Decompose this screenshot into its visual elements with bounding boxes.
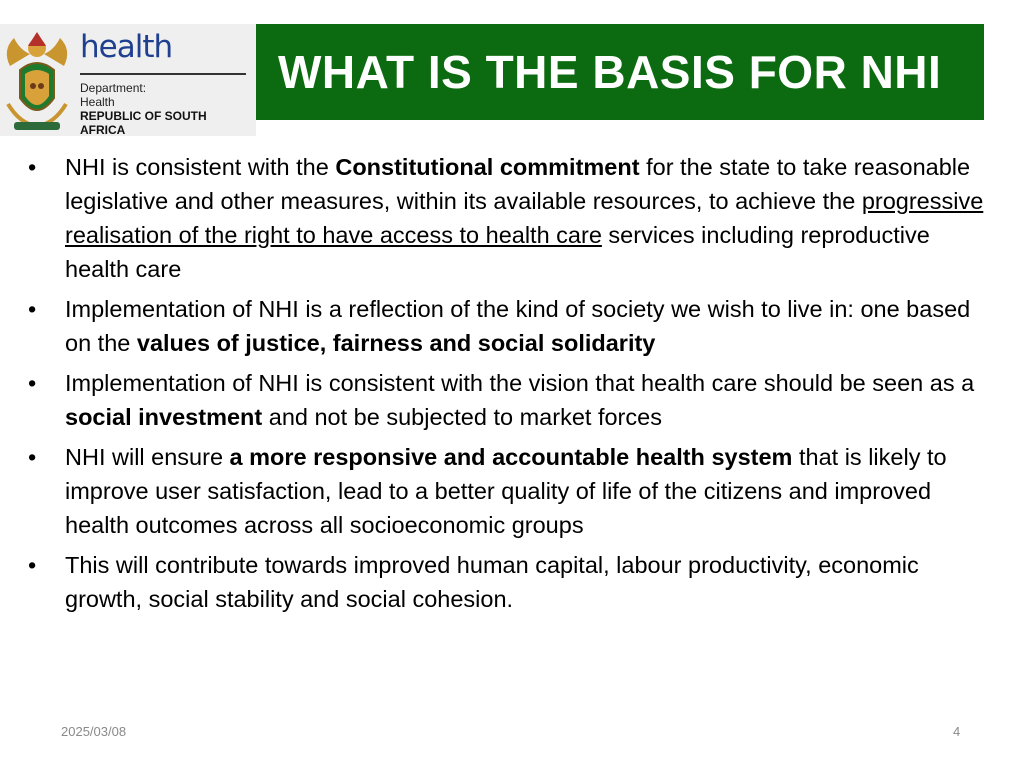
bullet-text: that is likely to improve user satisfaction, lead to a better quality of life of the citizens and improved health outcomes across all socioeconomic groups <box>65 444 947 538</box>
bullet-item <box>26 548 986 616</box>
bullet-bold-text: Constitutional commitment <box>335 154 640 180</box>
bullet-text: NHI is consistent with the <box>65 154 336 180</box>
bullet-marker: • <box>28 154 37 180</box>
logo-divider <box>80 73 246 75</box>
bullet-list <box>26 150 986 622</box>
logo-line-country: REPUBLIC OF SOUTH AFRICA <box>80 109 207 137</box>
bullet-text: services including reproductive health care <box>65 222 930 282</box>
bullet-marker: • <box>28 552 37 578</box>
bullet-bold-text: values of justice, fairness and social solidarity <box>136 330 656 356</box>
logo-line-department: Department: <box>80 81 147 95</box>
bullet-item <box>26 292 986 360</box>
page-number: 4 <box>953 724 961 739</box>
logo-text <box>80 30 252 137</box>
department-of-health-logo <box>0 24 256 136</box>
logo-brand: health <box>80 29 173 65</box>
bullet-text: for the state to take reasonable legislative and other measures, within its available resources, to achieve the <box>65 154 971 214</box>
bullet-bold-text: a more responsive and accountable health system <box>229 444 793 470</box>
footer-date: 2025/03/08 <box>61 724 127 739</box>
bullet-marker: • <box>28 296 37 322</box>
logo-line-health: Health <box>80 95 115 109</box>
bullet-text: Implementation of NHI is a reflection of the kind of society we wish to live in: one based on the <box>65 296 971 356</box>
slide-title: WHAT IS THE BASIS FOR NHI <box>278 46 942 98</box>
bullet-text: This will contribute towards improved human capital, labour productivity, economic growth, social stability and social cohesion. <box>65 552 919 612</box>
bullet-text: NHI will ensure <box>65 444 230 470</box>
bullet-marker: • <box>28 370 37 396</box>
bullet-text: Implementation of NHI is consistent with the vision that health care should be seen as a <box>65 370 975 396</box>
bullet-item <box>26 366 986 434</box>
bullet-item <box>26 150 986 286</box>
bullet-item <box>26 440 986 542</box>
bullet-underlined-text: progressive realisation of the right to have access to health care <box>65 188 984 248</box>
title-bar <box>256 24 984 120</box>
bullet-marker: • <box>28 444 37 470</box>
bullet-bold-text: social investment <box>65 404 263 430</box>
coat-of-arms-icon <box>0 26 74 134</box>
bullet-text: and not be subjected to market forces <box>262 404 662 430</box>
